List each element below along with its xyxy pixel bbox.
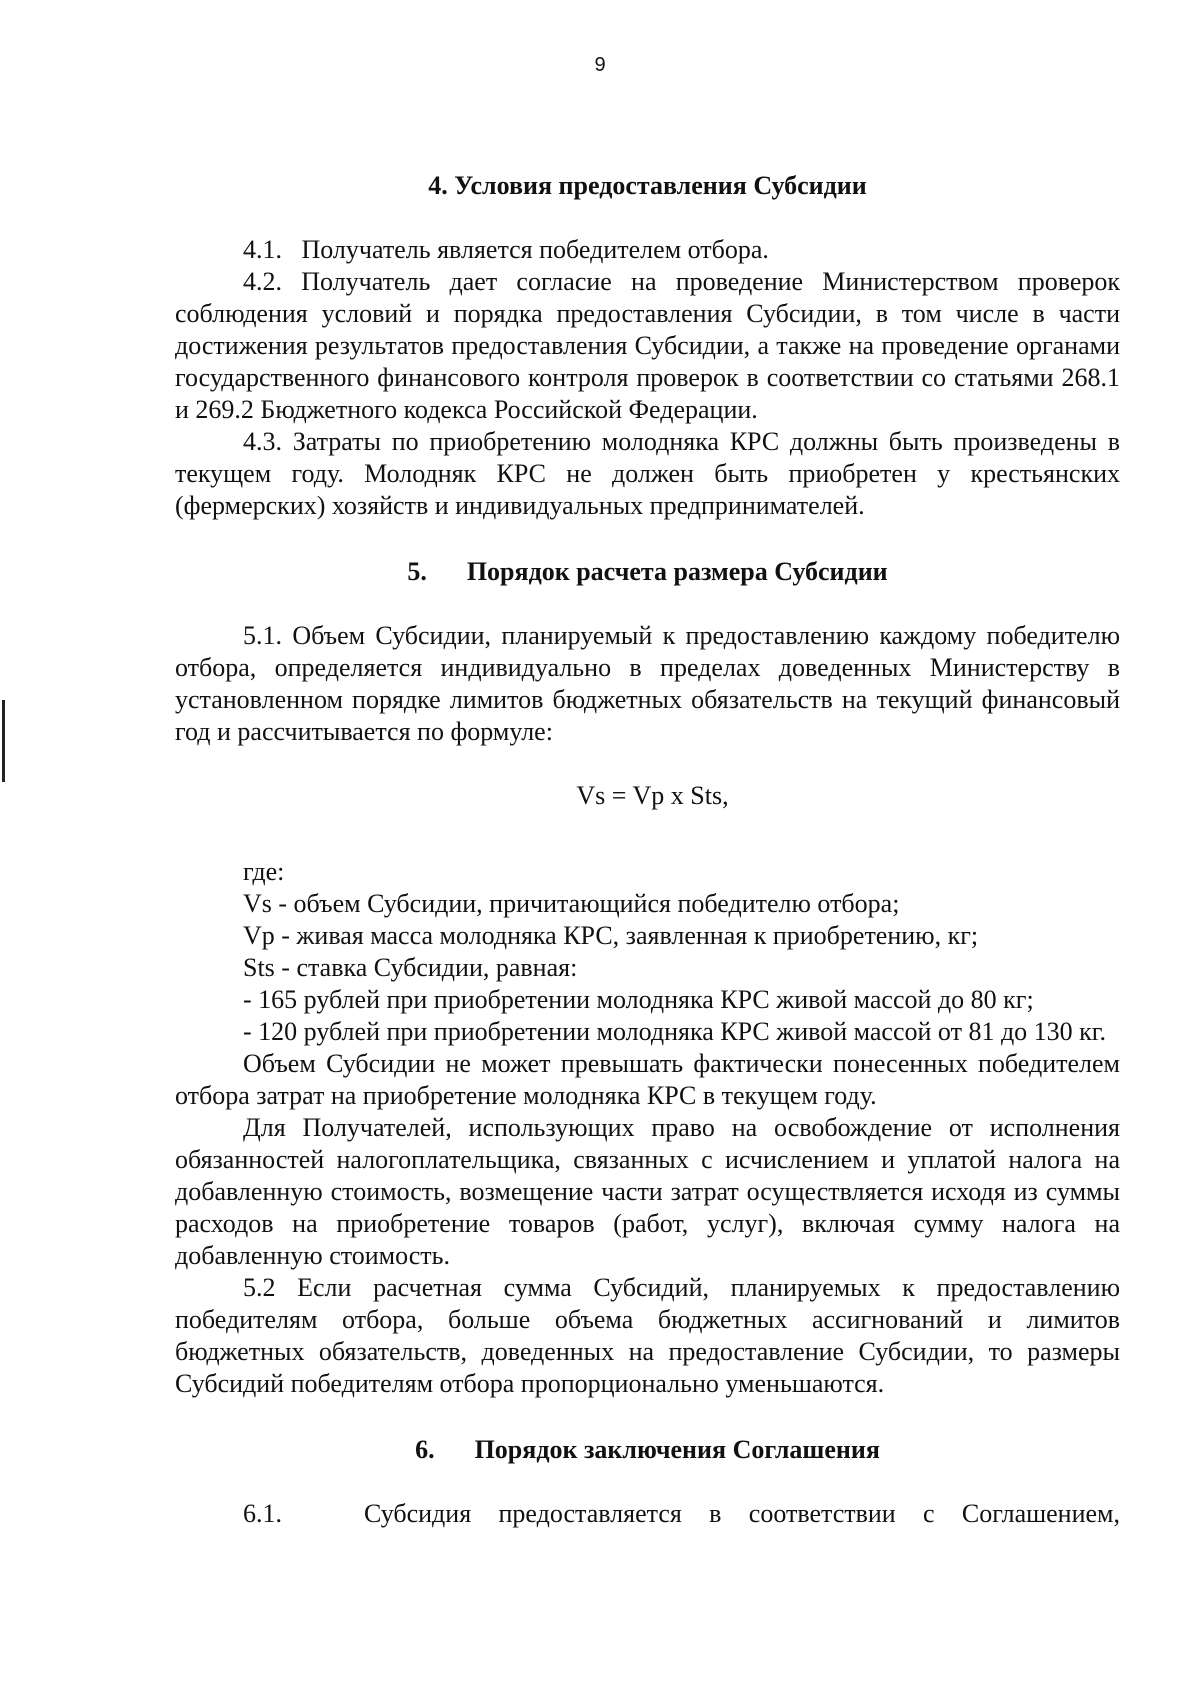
paragraph-5-limit: Объем Субсидии не может превышать фактически понесенных победителем отбора затрат на приобретение молодняка КРС в текущем году. bbox=[175, 1049, 1120, 1110]
paragraph-4-3: 4.3. Затраты по приобретению молодняка КРС должны быть произведены в текущем году. Молодняк КРС не должен быть приобретен у крестьянских (фермерских) хозяйств и индивидуальных предпринимателей. bbox=[175, 427, 1120, 520]
rate-item-1: - 165 рублей при приобретении молодняка КРС живой массой до 80 кг; bbox=[243, 985, 1034, 1014]
paragraph-6-1: 6.1. Субсидия предоставляется в соответствии с Соглашением, bbox=[243, 1499, 1120, 1528]
rate-item-2: - 120 рублей при приобретении молодняка КРС живой массой от 81 до 130 кг. bbox=[243, 1017, 1107, 1046]
paragraph-5-vat: Для Получателей, использующих право на освобождение от исполнения обязанностей налогоплательщика, связанных с исчислением и уплатой налога на добавленную стоимость, возмещение части затрат осуществляется исходя из суммы расходов на приобретение товаров (работ, услуг), включая сумму налога на добавленную стоимость. bbox=[175, 1113, 1120, 1270]
paragraph-5-2: 5.2 Если расчетная сумма Субсидий, планируемых к предоставлению победителям отбора, больше объема бюджетных ассигнований и лимитов бюджетных обязательств, доведенных на предоставление Субсидии, то размеры Субсидий победителям отбора пропорционально уменьшаются. bbox=[175, 1273, 1120, 1398]
definition-sts: Sts - ставка Субсидии, равная: bbox=[243, 953, 578, 982]
section-6-heading bbox=[175, 1434, 1120, 1466]
paragraph-4-1: 4.1. Получатель является победителем отбора. bbox=[243, 235, 769, 264]
paragraph-4-2: 4.2. Получатель дает согласие на проведение Министерством проверок соблюдения условий и порядка предоставления Субсидии, в том числе в части достижения результатов предоставления Субсидии, а также на проведение органами государственного финансового контроля проверок в соответствии со статьями 268.1 и 269.2 Бюджетного кодекса Российской Федерации. bbox=[175, 267, 1120, 424]
formula: Vs = Vp x Sts, bbox=[576, 781, 729, 810]
page-number: 9 bbox=[594, 54, 606, 76]
document-body bbox=[175, 170, 1120, 1530]
section-5-heading bbox=[175, 556, 1120, 588]
section-5-title: Порядок расчета размера Субсидии bbox=[466, 557, 888, 586]
section-5 bbox=[175, 556, 1120, 1400]
where-label: где: bbox=[243, 857, 285, 886]
section-6 bbox=[175, 1434, 1120, 1530]
paragraph-5-1: 5.1. Объем Субсидии, планируемый к предоставлению каждому победителю отбора, определяется индивидуально в пределах доведенных Министерству в установленном порядке лимитов бюджетных обязательств на текущий финансовый год и рассчитывается по формуле: bbox=[175, 621, 1120, 746]
section-4 bbox=[175, 170, 1120, 522]
section-4-heading: 4. Условия предоставления Субсидии bbox=[428, 171, 867, 200]
definition-vp: Vp - живая масса молодняка КРС, заявленная к приобретению, кг; bbox=[243, 921, 979, 950]
section-5-number: 5. bbox=[407, 557, 427, 586]
margin-scan-mark bbox=[2, 700, 5, 782]
definition-vs: Vs - объем Субсидии, причитающийся победителю отбора; bbox=[243, 889, 900, 918]
section-6-number: 6. bbox=[415, 1435, 435, 1464]
section-6-title: Порядок заключения Соглашения bbox=[474, 1435, 880, 1464]
